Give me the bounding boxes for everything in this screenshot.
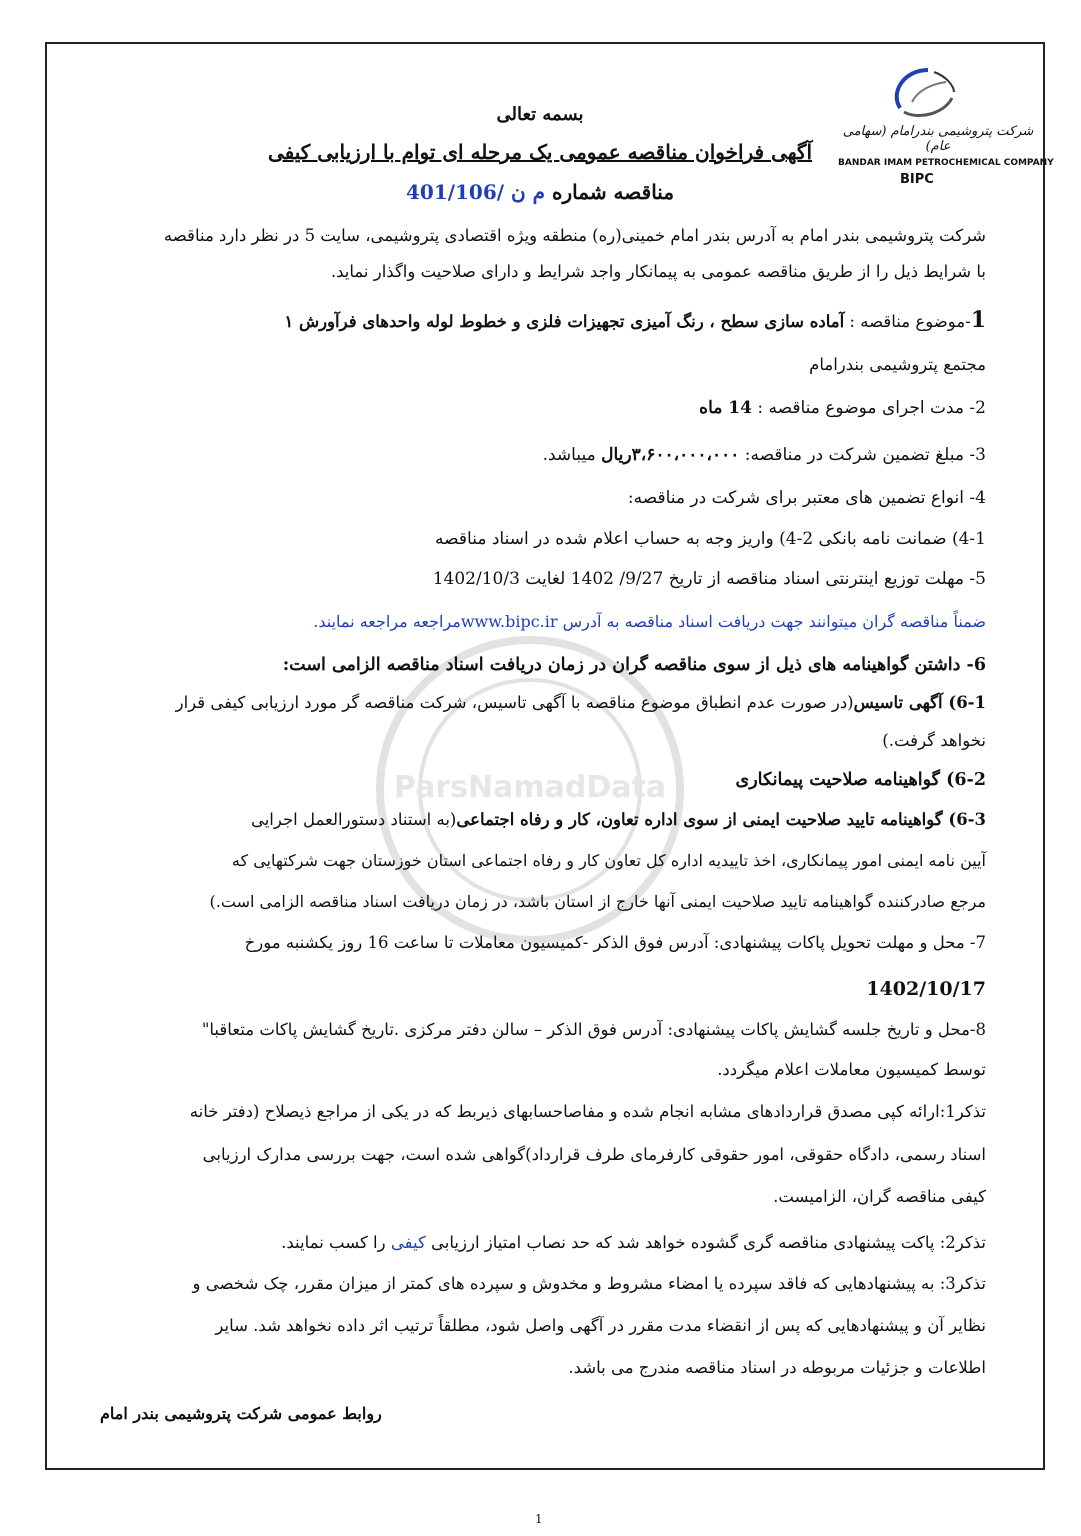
item-2-duration <box>699 398 986 418</box>
logo-persian-name: شرکت پتروشیمی بندرامام (سهامی عام) <box>842 124 1034 154</box>
note-3-line-2: نظایر آن و پیشنهادهایی که پس از انقضاء مدت مقرر در آگهی واصل شود، مطلقاً ترتیب اثر داده نخواهد شد. سایر <box>215 1316 986 1335</box>
logo-abbreviation: BIPC <box>900 172 934 187</box>
page-title: آگهی فراخوان مناقصه عمومی یک مرحله ای توام با ارزیابی کیفی <box>267 140 813 164</box>
item-8-line-2: توسط کمیسیون معاملات اعلام میگردد. <box>717 1060 986 1079</box>
logo-emblem-icon <box>888 62 968 122</box>
watermark-text: ParsNamadData <box>393 770 667 805</box>
item-4-guarantee-types: 4- انواع تضمین های معتبر برای شرکت در مناقصه: <box>627 488 986 508</box>
note-1-line-2: اسناد رسمی، دادگاه حقوقی، امور حقوقی کارفرمای طرف قرارداد)گواهی شده است، جهت بررسی مدارک ارزیابی <box>202 1145 986 1164</box>
note-3-line-1: تذکر3: به پیشنهادهایی که فاقد سپرده یا امضاء مشروط و مخدوش و سپرده های کمتر از میزان مقرر، چک شخصی و <box>192 1274 986 1293</box>
note-2-text: تذکر2: پاکت پیشنهادی مناقصه گری گشوده خواهد شد که حد نصاب امتیاز ارزیابی <box>425 1233 986 1252</box>
item-3-guarantee <box>543 445 986 465</box>
item-2-label: 2- مدت اجرای موضوع مناقصه : <box>751 398 986 418</box>
item-1-subject <box>284 307 986 333</box>
intro-line-2: با شرایط ذیل را از طریق مناقصه عمومی به پیمانکار واجد شرایط و دارای صلاحیت واگذار نماید. <box>330 262 986 281</box>
logo-english-name: BANDAR IMAM PETROCHEMICAL COMPANY <box>838 158 1054 168</box>
item-1-value: آماده سازی سطح ، رنگ آمیزی تجهیزات فلزی و خطوط لوله واحدهای فرآورش ۱ <box>284 312 845 331</box>
note-2-highlight: کیفی <box>390 1233 426 1252</box>
item-1-number: 1 <box>970 307 986 333</box>
note-3-line-3: اطلاعات و جزئیات مربوطه در اسناد مناقصه مندرج می باشد. <box>568 1358 986 1377</box>
note-1-line-1: تذکر1:ارائه کپی مصدق قراردادهای مشابه انجام شده و مفاصاحسابهای ذیربط که در یکی از مراجع ذیصلاح (دفتر خانه <box>189 1102 986 1121</box>
item-6-3 <box>251 810 986 829</box>
tender-number <box>260 180 820 204</box>
company-logo <box>838 62 1054 192</box>
item-8-line-1: 8-محل و تاریخ جلسه گشایش پاکات پیشنهادی: آدرس فوق الذکر – سالن دفتر مرکزی .تاریخ گشایش پاکات متعاقبا" <box>201 1020 986 1039</box>
item-6-3-title: 6-3) گواهینامه تایید صلاحیت ایمنی از سوی اداره تعاون، کار و رفاه اجتماعی <box>456 810 986 829</box>
page-border <box>45 42 1054 1470</box>
item-6-certificates: 6- داشتن گواهینامه های ذیل از سوی مناقصه گران در زمان دریافت اسناد مناقصه الزامی است: <box>282 655 986 675</box>
item-7-delivery: 7- محل و مهلت تحویل پاکات پیشنهادی: آدرس فوق الذکر -کمیسیون معاملات تا ساعت 16 روز یکشنبه مورخ <box>244 933 986 952</box>
item-6-1-continuation: نخواهد گرفت.) <box>882 731 986 750</box>
signature: روابط عمومی شرکت پتروشیمی بندر امام <box>100 1404 382 1423</box>
page-number: 1 <box>535 1512 543 1526</box>
item-7-date: 1402/10/17 <box>866 978 986 1000</box>
item-3-value: ۳،۶۰۰،۰۰۰،۰۰۰ریال <box>601 445 740 465</box>
item-3-label: 3- مبلغ تضمین شرکت در مناقصه: <box>739 445 986 465</box>
item-6-3-line-2: آیین نامه ایمنی امور پیمانکاری، اخذ تاییدیه اداره کل تعاون کار و رفاه اجتماعی استان خوزستان جهت شرکتهایی که <box>231 851 986 870</box>
item-6-1-text: (در صورت عدم انطباق موضوع مناقصه با آگهی تاسیس، شرکت مناقصه گر مورد ارزیابی کیفی قرار <box>175 693 854 712</box>
item-4-1: 4-1) ضمانت نامه بانکی 2-4) واریز وجه به حساب اعلام شده در اسناد مناقصه <box>435 529 986 549</box>
tender-code: م ن /401/106 <box>405 180 546 204</box>
item-1-label: -موضوع مناقصه : <box>844 312 971 331</box>
note-2 <box>281 1233 986 1252</box>
note-1-line-3: کیفی مناقصه گران، الزامیست. <box>773 1187 986 1206</box>
tender-label: مناقصه شماره <box>552 180 675 204</box>
item-2-value: 14 ماه <box>699 398 752 418</box>
intro-line-1: شرکت پتروشیمی بندر امام به آدرس بندر امام خمینی(ره) منطقه ویژه اقتصادی پتروشیمی، سایت 5 در نظر دارد مناقصه <box>163 226 986 245</box>
item-6-3-text: (به استناد دستورالعمل اجرایی <box>250 810 457 829</box>
note-2-end: را کسب نمایند. <box>281 1233 391 1252</box>
item-1-continuation: مجتمع پتروشیمی بندرامام <box>809 355 986 374</box>
item-6-1-title: 6-1) آگهی تاسیس <box>853 693 986 712</box>
item-5-distribution: 5- مهلت توزیع اینترنتی اسناد مناقصه از تاریخ 9/27/ 1402 لغایت 1402/10/3 <box>432 569 986 589</box>
item-6-3-line-3: مرجع صادرکننده گواهینامه تایید صلاحیت ایمنی آنها خارج از استان باشد، در زمان دریافت اسناد مناقصه الزامی است.) <box>209 892 986 911</box>
website-note: ضمناً مناقصه گران میتوانند جهت دریافت اسناد مناقصه به آدرس www.bipc.irمراجعه مراجعه نمایند. <box>313 612 986 631</box>
item-6-2: 6-2) گواهینامه صلاحیت پیمانکاری <box>735 770 986 790</box>
item-6-1 <box>176 693 986 712</box>
basmala: بسمه تعالی <box>496 104 584 125</box>
item-3-suffix: میباشد. <box>542 445 602 465</box>
